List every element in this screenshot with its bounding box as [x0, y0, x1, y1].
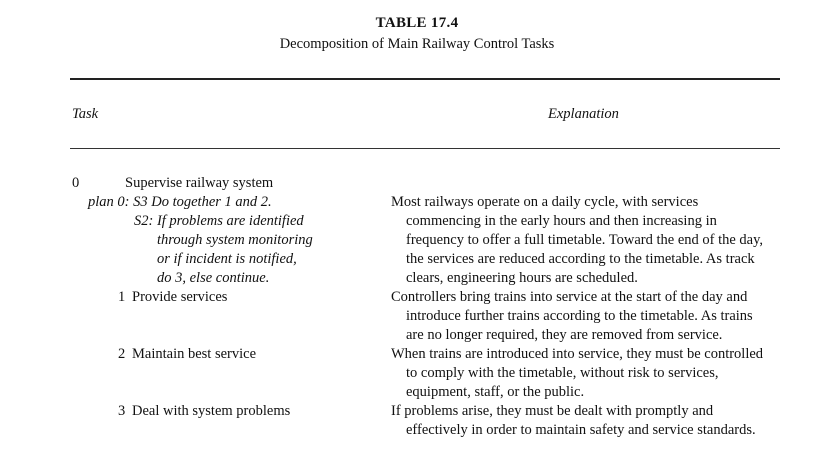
subtask-explanation — [391, 345, 791, 402]
subtask-number: 1 — [118, 289, 126, 305]
column-header-explanation: Explanation — [548, 106, 619, 122]
explanation-line: Controllers bring trains into service at the start of the day and — [391, 289, 748, 305]
top-rule — [70, 78, 780, 80]
root-task-label: Supervise railway system — [125, 175, 274, 191]
column-header-task: Task — [72, 106, 99, 122]
subtask-explanation — [391, 402, 791, 440]
plan-line: S2: If problems are identified — [134, 213, 304, 229]
root-task-number: 0 — [72, 175, 80, 191]
subtask-number: 2 — [118, 346, 126, 362]
explanation-line: are no longer required, they are removed from service. — [406, 327, 723, 343]
explanation-line: the services are reduced according to the timetable. As track — [406, 251, 755, 267]
explanation-line: equipment, staff, or the public. — [406, 384, 585, 400]
table-caption: Decomposition of Main Railway Control Tasks — [279, 36, 555, 52]
explanation-line: commencing in the early hours and then increasing in — [406, 213, 717, 229]
plan-line: or if incident is notified, — [157, 251, 297, 267]
root-explanation — [391, 193, 791, 288]
table-number: TABLE 17.4 — [375, 15, 459, 31]
explanation-line: introduce further trains according to the timetable. As trains — [406, 308, 753, 324]
explanation-line: Most railways operate on a daily cycle, with services — [391, 194, 699, 210]
explanation-line: effectively in order to maintain safety and service standards. — [406, 422, 756, 438]
subtask-label: Maintain best service — [132, 346, 257, 362]
plan-line: through system monitoring — [157, 232, 313, 248]
plan-line: do 3, else continue. — [157, 270, 270, 286]
header-rule — [70, 148, 780, 149]
explanation-line: frequency to offer a full timetable. Toward the end of the day, — [406, 232, 764, 248]
explanation-line: clears, engineering hours are scheduled. — [406, 270, 638, 286]
subtask-number: 3 — [118, 403, 126, 419]
subtask-label: Deal with system problems — [132, 403, 291, 419]
explanation-line: If problems arise, they must be dealt with promptly and — [391, 403, 714, 419]
subtask-explanation — [391, 288, 791, 345]
subtask-label: Provide services — [132, 289, 228, 305]
explanation-line: to comply with the timetable, without risk to services, — [406, 365, 719, 381]
explanation-line: When trains are introduced into service, they must be controlled — [391, 346, 764, 362]
plan-line: plan 0: S3 Do together 1 and 2. — [88, 194, 272, 210]
